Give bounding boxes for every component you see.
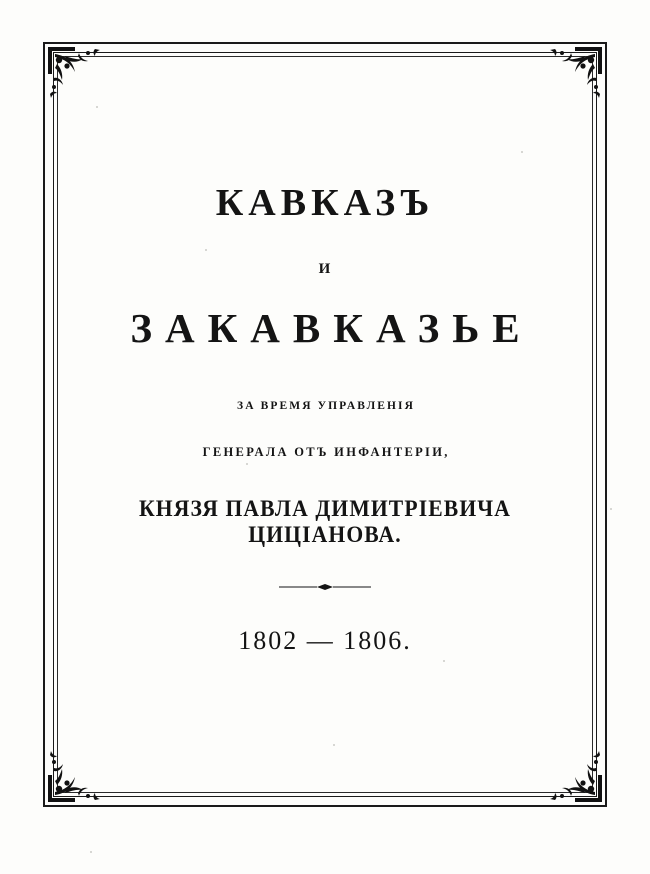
page-title-secondary: ЗАКАВКАЗЬЕ xyxy=(130,305,533,351)
page-title-primary: КАВКАЗЪ xyxy=(215,182,435,224)
scan-speckle xyxy=(610,508,612,510)
author-line: КНЯЗЯ ПАВЛА ДИМИТРІЕВИЧА ЦИЦІАНОВА. xyxy=(138,496,512,547)
subtitle-line-2: ГЕНЕРАЛА ОТЪ ИНФАНТЕРІИ, xyxy=(202,445,450,459)
publication-years: 1802 — 1806. xyxy=(238,626,412,655)
flourish-divider-icon xyxy=(277,582,373,592)
floral-corner-ornament-icon xyxy=(543,743,605,805)
scan-speckle xyxy=(90,851,92,853)
title-conjunction: И xyxy=(318,261,332,277)
title-block xyxy=(60,56,590,656)
floral-corner-ornament-icon xyxy=(45,743,107,805)
subtitle-line-1: ЗА ВРЕМЯ УПРАВЛЕНІЯ xyxy=(237,400,416,412)
